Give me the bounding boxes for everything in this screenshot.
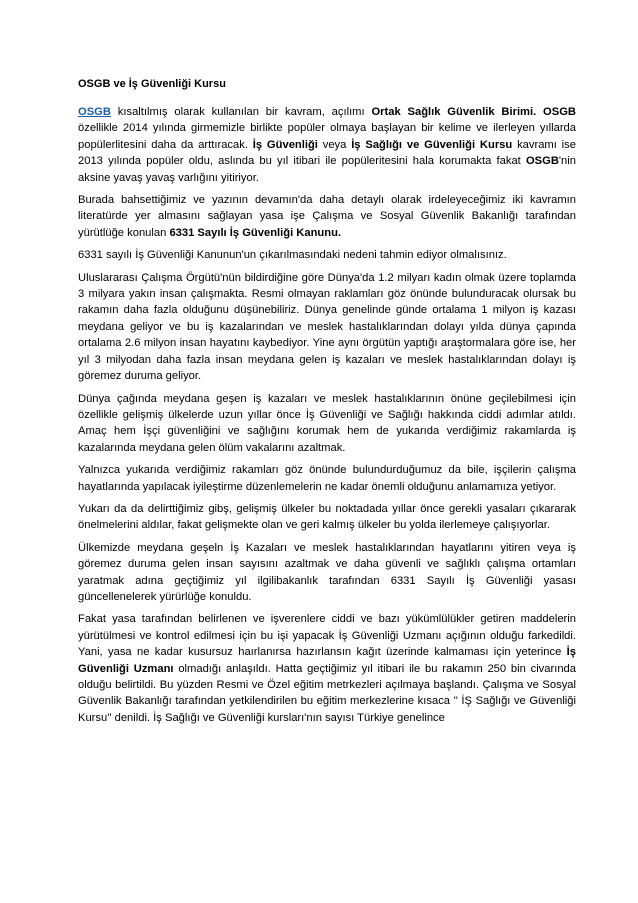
text-span: veya [317,138,352,151]
paragraph-9 [78,611,576,726]
paragraph-2 [78,192,576,241]
text-span: 'nin aksine yavaş yavaş varlığını yitiriyor. [78,155,576,184]
bold-span: İş Güvenliği [252,138,318,151]
text-span: kavramı ise 2013 yılında popüler oldu, aslında bu yıl itibari ile popüleritesini hala korumakta fakat [78,138,576,168]
bold-span: İş Sağlığı ve Güvenliği Kursu [351,138,513,151]
bold-span: Ortak Sağlık Güvenlik Birimi. OSGB [371,106,576,118]
paragraph-8: Ülkemizde meydana geşeln İş Kazaları ve meslek hastalıklarından hayatlarını yitiren veya iş göremez duruma gelen insan sayısını azaltmak ve daha güvenli ve sağlıklı çalışma ortamları yaratmak adına geçtiğimiz yıl ilgilibakanlık tarafından 6331 Sayılı İş Güvenliği yasası güncellenelerek yürürlüğe konuldu. [78,541,576,603]
text-span: özellikle 2014 yılında girmemizle birlikte popüler olmaya başlayan bir kelime ve ilerleyen yıllarda popülerlitesini daha da arttıracak. [78,122,576,151]
document-title: OSGB ve İş Güvenliği Kursu [78,78,226,90]
paragraph-1 [78,104,576,186]
paragraph-7: Yukarı da da delirttiğimiz gibş, gelişmiş ülkeler bu noktadada yıllar önce gerekli yasaları çıkararak önelmelerini aldılar, fakat gelişmekte olan ve geri kalmış ülkeler bu yolda ilerlemeye çalışıyorlar. [78,502,576,532]
osgb-link[interactable]: OSGB [78,106,111,118]
bold-span: OSGB [525,155,559,168]
text-span: Burada bahsettiğimiz ve yazının devamın'da daha detaylı olarak irdeleyeceğimiz iki kavramın literatürde yer almasını sağlayan yasa işe Çalışma ve Sosyal Güvenlik Bakanlığı tarafından yürütlüğe konulan [78,194,576,239]
paragraph-3: 6331 sayılı İş Güvenliği Kanunun'un çıkarılmasındaki nedeni tahmin ediyor olmalısınız. [78,249,507,262]
paragraph-4: Uluslararası Çalışma Örgütü'nün bildirdiğine göre Dünya'da 1.2 milyarı kadın olmak üzere toplamda 3 milyara yakın insan çalışmakta. Resmi olmayan raklamları göz önünde bulunduracak olursak bu rakamın daha fazla olduğunu düşünebiliriz. Dünya genelinde günde ortalama 1 milyon iş kazası meydana geliyor ve bu iş kazalarından ve meslek hastalıklarından dolayı yılda dünya çapında ortalama 2.6 milyon insan hayatını kaybediyor. Yine aynı örgütün yaptığı araştormalara göre ise, her yıl 3 milyodan daha fazla insan meydana gelen iş kazaları ve meslek hastalıklarından dolayı iş göremez duruma geliyor. [78,271,576,383]
bold-span: 6331 Sayılı İş Güvenliği Kanunu. [169,226,342,239]
text-span: Fakat yasa tarafından belirlenen ve işverenlere ciddi ve bazı yükümlülükler getiren maddelerin yürütülmesi ve kontrol edilmesi için bu işi yapacak İş Güvenliği Uzmanı açığının olduğu farkedildi. Yani, yasa ne kadar kusursuz haırlanırsa hazırlansın kağıt üzerinde kalmaması için yeterince [78,613,576,659]
bold-span: İş Güvenliği Uzmanı [78,646,576,675]
text-span: kısaltılmış olarak kullanılan bir kavram, açılımı [110,106,372,118]
paragraph-5: Dünya çağında meydana geşen iş kazaları ve meslek hastalıklarının önüne geçilebilmesi için özellikle gelişmiş ülkelerde uzun yıllar önce İş Güvenliği ve Sağlığı hakkında ciddi adımlar atıldı. Amaç hem İşçi güvenliğini ve sağlığını korumak hem de yukarıda verdiğimiz rakamlarda iş kazalarında meydana gelen ölüm vakalarını azaltmak. [78,392,576,454]
paragraph-6: Yalnızca yukarıda verdiğimiz rakamları göz önünde bulundurduğumuz da bile, işçilerin çalışma hayatlarında yapılacak iyileştirme düzenlemelerin ne kadar önemli olduğunu anlamamıza yetiyor. [78,464,576,493]
text-span: olmadığı anlaşıldı. Hatta geçtiğimiz yıl itibari ile bu rakamın 250 bin civarında olduğu belirtildi. Bu yüzden Resmi ve Özel eğitim metrkezleri açılmaya başlandı. Çalışma ve Sosyal Güvenlik Bakanlığı tarafından yetkilendirilen bu eğitim merkezlerine kısaca '' İŞ Sağlığı ve Güvenliği Kursu'' denildi. İş Sağlığı ve Güvenliği kursları'nın sayısı Türkiye genelince [78,662,576,724]
